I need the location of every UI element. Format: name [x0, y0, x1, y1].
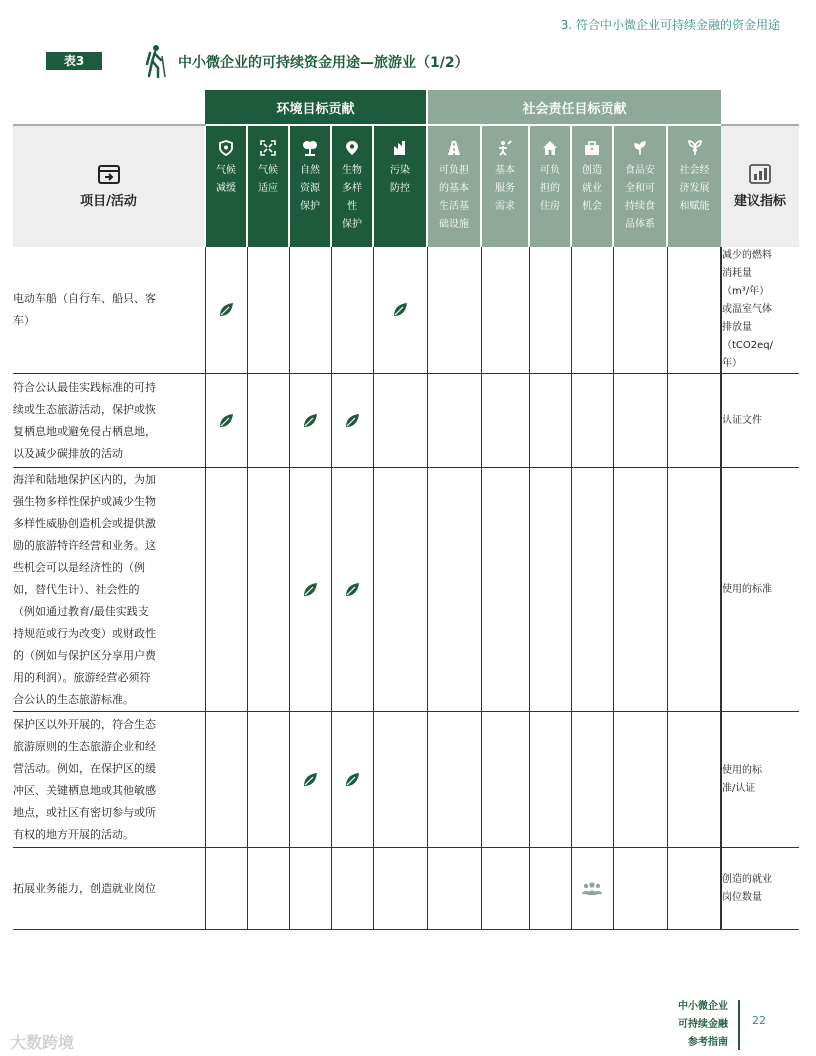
table-row — [13, 374, 799, 468]
soc-mark-cell — [427, 712, 481, 848]
env-mark-cell — [373, 712, 427, 848]
project-column-header — [13, 125, 205, 247]
soc-mark-cell — [571, 247, 613, 374]
soc-mark-cell — [613, 247, 667, 374]
env-col-biodiversity: 生物 多样 性 保护 — [331, 125, 373, 247]
env-mark-cell — [373, 468, 427, 712]
env-col-climate-mitigation: 气候 减缓 — [205, 125, 247, 247]
people-icon — [581, 882, 603, 896]
project-cell: 海洋和陆地保护区内的，为加 强生物多样性保护或减少生物 多样性威胁创造机会或提供激 励的旅游特许经营和业务。这 些机会可以是经济性的（例 如，替代生计）、社会性的 （例如通过教育/最佳实践支 持规范或行为改变）或财政性 的（例如与保护区分享用户费 用的利润）。旅游经营必须符 合公认的生态旅游标准。 — [13, 468, 205, 712]
soc-mark-cell — [427, 374, 481, 468]
location-pin-icon — [344, 140, 360, 156]
env-mark-cell — [205, 848, 247, 930]
footer-guide-title: 中小微企业 可持续金融 参考指南 — [678, 1001, 728, 1048]
indicator-cell: 使用的标准 — [721, 468, 799, 712]
leaf-icon — [344, 772, 360, 788]
env-mark-cell — [331, 247, 373, 374]
house-icon — [542, 140, 558, 156]
project-header-label: 项目/活动 — [80, 194, 137, 209]
env-mark-cell — [289, 712, 331, 848]
soc-mark-cell — [427, 247, 481, 374]
soc-mark-cell — [613, 374, 667, 468]
soc-mark-cell — [481, 374, 529, 468]
soc-mark-cell — [667, 247, 721, 374]
env-mark-cell — [331, 374, 373, 468]
leaf-icon — [392, 302, 408, 318]
soc-mark-cell — [613, 712, 667, 848]
soc-mark-cell — [667, 712, 721, 848]
tree-icon — [302, 140, 318, 156]
soc-mark-cell — [481, 468, 529, 712]
leaf-icon — [218, 302, 234, 318]
soc-mark-cell — [571, 712, 613, 848]
indicator-cell: 创造的就业 岗位数量 — [721, 848, 799, 930]
env-mark-cell — [373, 848, 427, 930]
soc-mark-cell — [571, 468, 613, 712]
env-col-natural-resources: 自然 资源 保护 — [289, 125, 331, 247]
table-row — [13, 247, 799, 374]
soc-mark-cell — [529, 468, 571, 712]
env-mark-cell — [205, 712, 247, 848]
indicator-column-header — [721, 125, 799, 247]
funding-use-table — [13, 90, 799, 930]
soc-mark-cell — [571, 374, 613, 468]
soc-mark-cell — [667, 468, 721, 712]
soc-mark-cell — [529, 712, 571, 848]
soc-mark-cell — [427, 848, 481, 930]
soc-mark-cell — [481, 247, 529, 374]
footer-divider — [738, 1000, 740, 1050]
env-mark-cell — [205, 468, 247, 712]
project-cell: 保护区以外开展的，符合生态 旅游原则的生态旅游企业和经 营活动。例如，在保护区的缓 冲区、关键栖息地或其他敏感 地点，或社区有密切参与或所 有权的地方开展的活动。 — [13, 712, 205, 848]
leaf-icon — [302, 772, 318, 788]
hiker-icon — [144, 44, 168, 78]
table-row — [13, 712, 799, 848]
expand-icon — [260, 140, 276, 156]
soc-mark-cell — [613, 848, 667, 930]
project-cell: 电动车船（自行车、船只、客 车） — [13, 247, 205, 374]
plant-icon — [632, 140, 648, 156]
page-number: 22 — [752, 1014, 766, 1027]
table-row — [13, 468, 799, 712]
env-mark-cell — [247, 848, 289, 930]
soc-mark-cell — [529, 374, 571, 468]
soc-mark-cell — [529, 247, 571, 374]
soc-col-housing: 可负 担的 住房 — [529, 125, 571, 247]
soc-col-employment: 创造 就业 机会 — [571, 125, 613, 247]
leaf-icon — [218, 413, 234, 429]
soc-col-basic-services: 基本 服务 需求 — [481, 125, 529, 247]
soc-mark-cell — [667, 374, 721, 468]
env-col-pollution: 污染 防控 — [373, 125, 427, 247]
leaf-icon — [344, 582, 360, 598]
leaf-icon — [302, 582, 318, 598]
indicator-cell: 认证文件 — [721, 374, 799, 468]
soc-group-header: 社会责任目标贡献 — [427, 90, 721, 125]
bar-chart-icon — [749, 164, 771, 184]
shield-icon — [218, 140, 234, 156]
road-icon — [446, 140, 462, 156]
env-mark-cell — [205, 247, 247, 374]
env-mark-cell — [289, 374, 331, 468]
env-mark-cell — [247, 247, 289, 374]
soc-col-socioeconomic: 社会经 济发展 和赋能 — [667, 125, 721, 247]
indicator-cell: 减少的燃料 消耗量 （m³/年） 或温室气体 排放量 （tCO2eq/ 年） — [721, 247, 799, 374]
section-header: 3. 符合中小微企业可持续金融的资金用途 — [560, 18, 780, 32]
project-cell: 拓展业务能力，创造就业岗位 — [13, 848, 205, 930]
indicator-cell: 使用的标 准/认证 — [721, 712, 799, 848]
calendar-arrow-icon — [98, 164, 120, 184]
soc-mark-cell — [613, 468, 667, 712]
briefcase-icon — [584, 140, 600, 156]
env-mark-cell — [289, 848, 331, 930]
env-mark-cell — [247, 374, 289, 468]
soc-mark-cell — [427, 468, 481, 712]
soc-col-infrastructure: 可负担 的基本 生活基 础设施 — [427, 125, 481, 247]
env-col-climate-adaptation: 气候 适应 — [247, 125, 289, 247]
env-mark-cell — [247, 468, 289, 712]
page-title: 中小微企业的可持续资金用途—旅游业（1/2） — [178, 55, 469, 71]
env-mark-cell — [331, 712, 373, 848]
growth-icon — [687, 140, 703, 156]
env-mark-cell — [331, 468, 373, 712]
soc-mark-cell — [529, 848, 571, 930]
env-mark-cell — [289, 247, 331, 374]
env-mark-cell — [373, 374, 427, 468]
env-group-header: 环境目标贡献 — [205, 90, 427, 125]
env-mark-cell — [247, 712, 289, 848]
table-row — [13, 848, 799, 930]
leaf-icon — [302, 413, 318, 429]
soc-mark-cell — [481, 712, 529, 848]
soc-mark-cell — [667, 848, 721, 930]
env-mark-cell — [373, 247, 427, 374]
leaf-icon — [344, 413, 360, 429]
soc-col-food-security: 食品安 全和可 持续食 品体系 — [613, 125, 667, 247]
project-cell: 符合公认最佳实践标准的可持 续或生态旅游活动，保护或恢 复栖息地或避免侵占栖息地， 以及减少碳排放的活动 — [13, 374, 205, 468]
indicator-header-label: 建议指标 — [733, 194, 786, 209]
table-badge: 表3 — [46, 52, 102, 70]
soc-mark-cell — [481, 848, 529, 930]
watermark: 大数跨境 — [10, 1033, 75, 1052]
env-mark-cell — [205, 374, 247, 468]
soc-mark-cell — [571, 848, 613, 930]
factory-icon — [392, 140, 408, 156]
service-icon — [497, 140, 513, 156]
env-mark-cell — [331, 848, 373, 930]
env-mark-cell — [289, 468, 331, 712]
